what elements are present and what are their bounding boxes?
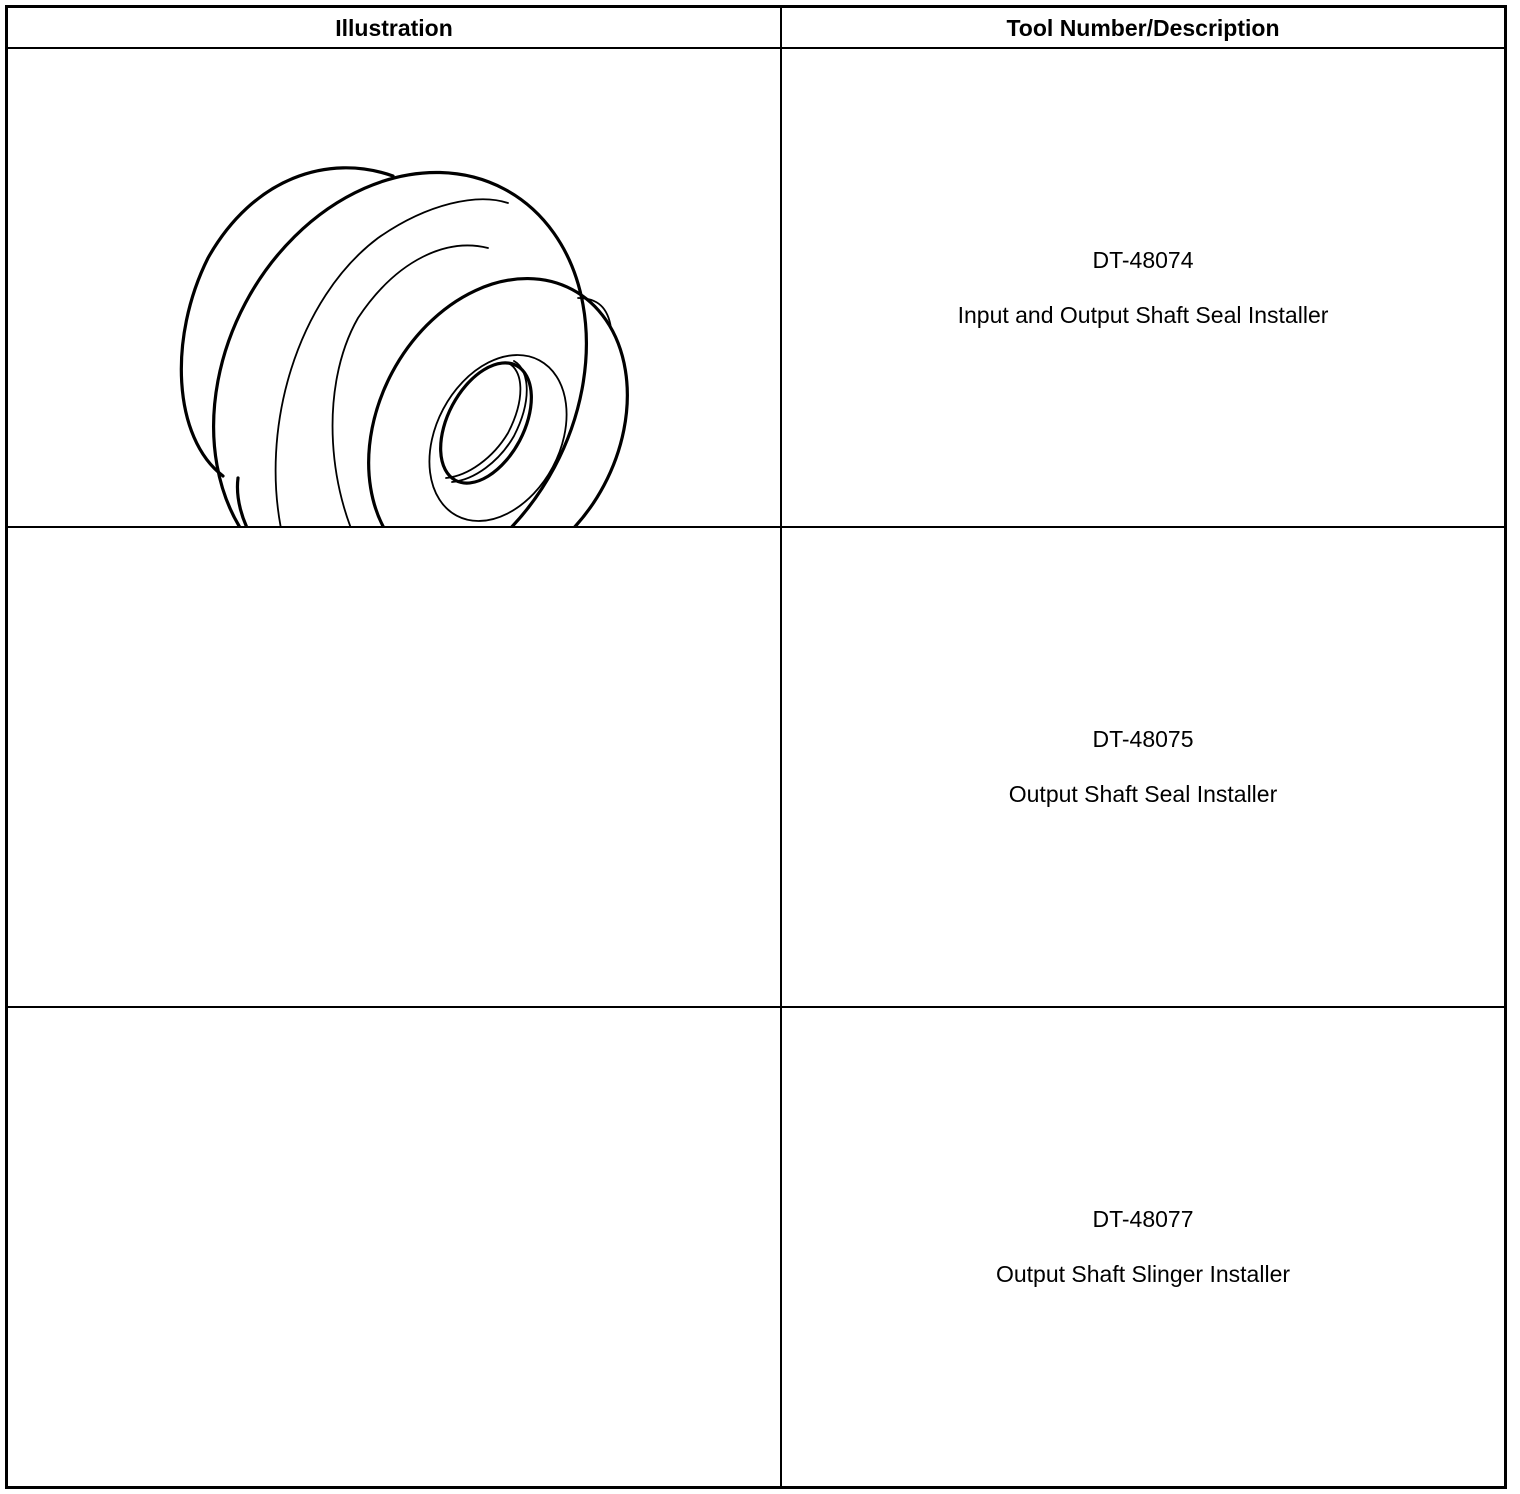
- slinger-installer-cup-icon: [8, 1008, 780, 1486]
- tool-cell: [782, 528, 1504, 1006]
- tool-number: DT-48074: [1092, 246, 1194, 273]
- tool-number: DT-48077: [1092, 1206, 1194, 1232]
- tool-number: DT-48075: [1092, 726, 1194, 752]
- illustration-cell: [8, 49, 780, 526]
- table-row: [8, 49, 1504, 526]
- illustration-header: Illustration: [335, 14, 453, 41]
- tool-header: Tool Number/Description: [1006, 14, 1280, 41]
- tool-description: Output Shaft Slinger Installer: [995, 1261, 1291, 1287]
- table-row: [8, 528, 1504, 1006]
- tool-description: Output Shaft Seal Installer: [1008, 781, 1278, 807]
- seal-installer-stepped-icon: [8, 49, 780, 526]
- illustration-cell: [8, 528, 780, 1006]
- tool-cell: [782, 1008, 1504, 1486]
- tool-description: Input and Output Shaft Seal Installer: [957, 301, 1329, 328]
- seal-installer-icon: [8, 528, 780, 1006]
- table-row: [8, 1008, 1504, 1486]
- illustration-cell: [8, 1008, 780, 1486]
- tool-cell: [782, 49, 1504, 526]
